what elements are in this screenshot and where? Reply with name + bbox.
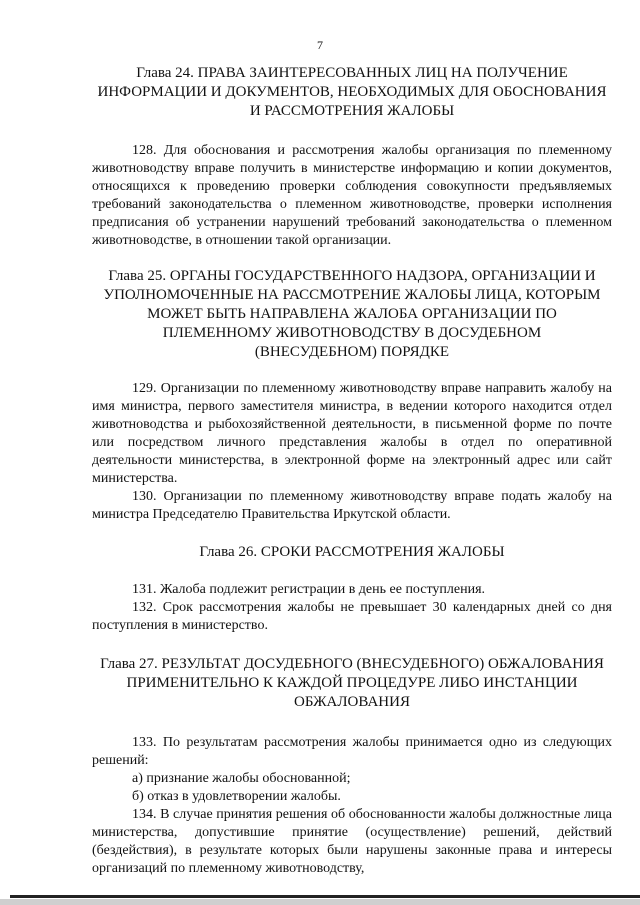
page-number: 7 — [317, 38, 323, 52]
chapter-24-heading — [92, 64, 612, 121]
list-item-a: а) признание жалобы обоснованной; — [132, 771, 351, 786]
paragraph-134: 134. В случае принятия решения об обоснованности жалобы должностные лица министерства, допустившие принятие (осуществление) решений, действий (бездействия), в результате которых были нарушены законные права и интересы организаций по племенному животноводству, — [92, 807, 612, 876]
paragraph-128: 128. Для обоснования и рассмотрения жалобы организация по племенному животноводству вправе получить в министерстве информацию и копии документов, относящихся к проведению проверки соблюдения совокупности предъявляемых требований законодательства о племенном животноводстве, проверки исполнения предписания об устранении нарушений требований законодательства о племенном животноводстве, в отношении такой организации. — [92, 143, 612, 248]
heading-line: Глава 27. РЕЗУЛЬТАТ ДОСУДЕБНОГО (ВНЕСУДЕБНОГО) ОБЖАЛОВАНИЯ — [100, 656, 604, 672]
paragraph-131: 131. Жалоба подлежит регистрации в день ее поступления. — [132, 582, 486, 597]
heading-line: УПОЛНОМОЧЕННЫЕ НА РАССМОТРЕНИЕ ЖАЛОБЫ ЛИЦА, КОТОРЫМ — [103, 287, 601, 303]
heading-line: (ВНЕСУДЕБНОМ) ПОРЯДКЕ — [254, 344, 450, 360]
heading-line: И РАССМОТРЕНИЯ ЖАЛОБЫ — [249, 103, 455, 119]
heading-line: Глава 26. СРОКИ РАССМОТРЕНИЯ ЖАЛОБЫ — [199, 544, 505, 560]
heading-line: ИНФОРМАЦИИ И ДОКУМЕНТОВ, НЕОБХОДИМЫХ ДЛЯ ОБОСНОВАНИЯ — [97, 84, 607, 100]
chapter-26-heading — [92, 543, 612, 562]
chapter-25-heading — [92, 267, 612, 362]
paragraph-132: 132. Срок рассмотрения жалобы не превышает 30 календарных дней со дня поступления в министерство. — [92, 600, 612, 633]
page-bottom-edge — [10, 895, 640, 898]
document-body — [92, 64, 612, 878]
heading-line: МОЖЕТ БЫТЬ НАПРАВЛЕНА ЖАЛОБА ОРГАНИЗАЦИИ ПО — [147, 306, 557, 322]
page-bottom-shadow — [0, 899, 640, 905]
heading-line: Глава 25. ОРГАНЫ ГОСУДАРСТВЕННОГО НАДЗОРА, ОРГАНИЗАЦИИ И — [108, 268, 596, 284]
chapter-27-heading — [92, 655, 612, 712]
paragraph-133: 133. По результатам рассмотрения жалобы принимается одно из следующих решений: — [92, 735, 612, 768]
heading-line: ПРИМЕНИТЕЛЬНО К КАЖДОЙ ПРОЦЕДУРЕ ЛИБО ИНСТАНЦИИ — [126, 675, 578, 691]
heading-line: ОБЖАЛОВАНИЯ — [294, 694, 410, 710]
list-item-b: б) отказ в удовлетворении жалобы. — [132, 789, 341, 804]
paragraph-129: 129. Организации по племенному животноводству вправе направить жалобу на имя министра, первого заместителя министра, в ведении которого находится отдел животноводства и рыбохозяйственной деятельности, в письменной форме по почте или посредством личного представления жалобы в отдел по оперативной деятельности министерства, в электронной форме на электронный адрес или сайт министерства. — [92, 381, 612, 486]
heading-line: ПЛЕМЕННОМУ ЖИВОТНОВОДСТВУ В ДОСУДЕБНОМ — [162, 325, 542, 341]
paragraph-130: 130. Организации по племенному животноводству вправе подать жалобу на министра Председателю Правительства Иркутской области. — [92, 489, 612, 522]
heading-line: Глава 24. ПРАВА ЗАИНТЕРЕСОВАННЫХ ЛИЦ НА ПОЛУЧЕНИЕ — [136, 65, 568, 81]
